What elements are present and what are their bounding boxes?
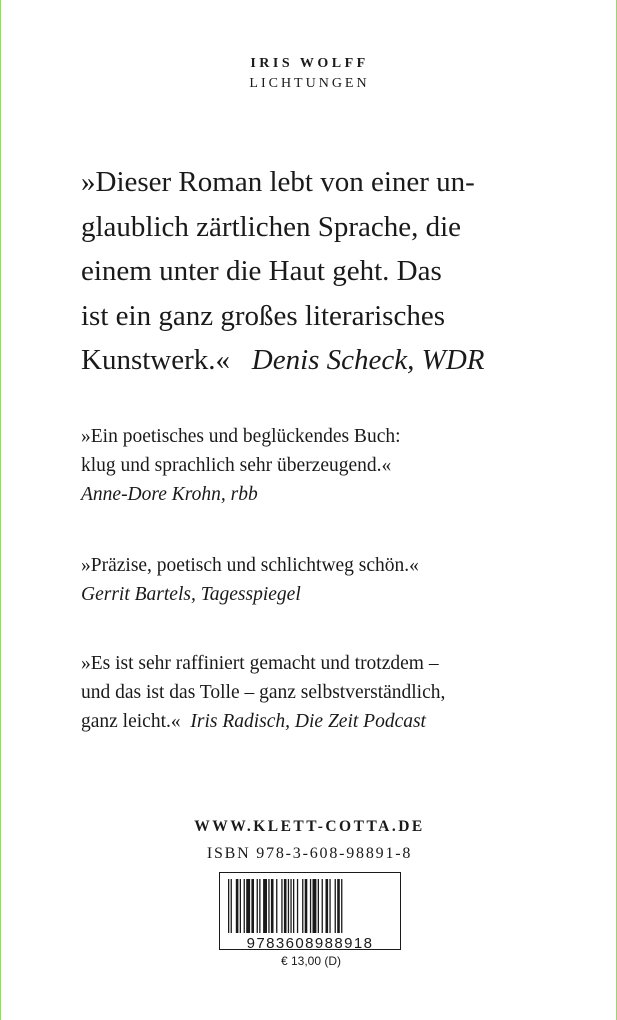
barcode-icon	[228, 879, 392, 933]
quote-attribution: Iris Radisch, Die Zeit Podcast	[190, 711, 426, 732]
quote-attribution: Anne-Dore Krohn, rbb	[81, 484, 258, 505]
quote-text: Kunstwerk.«	[81, 344, 231, 376]
quote-line: »Präzise, poetisch und schlichtweg schön.«	[81, 555, 419, 576]
quote-line: und das ist das Tolle – ganz selbstverständlich,	[81, 682, 446, 703]
barcode-digits: 9783608988918	[246, 935, 374, 952]
review-quote	[81, 422, 551, 509]
quote-attribution: Denis Scheck, WDR	[251, 344, 485, 376]
quote-text: ganz leicht.«	[81, 711, 181, 732]
main-quote	[81, 160, 551, 383]
quote-line: einem unter die Haut geht. Das	[81, 255, 442, 287]
publisher-website: WWW.KLETT-COTTA.DE	[194, 818, 425, 835]
review-quote	[81, 551, 551, 609]
author-name: IRIS WOLFF	[250, 56, 369, 71]
book-header	[1, 54, 617, 94]
quote-line: glaublich zärtlichen Sprache, die	[81, 210, 462, 243]
quote-attribution: Gerrit Bartels, Tagesspiegel	[81, 584, 301, 605]
quote-line: ist ein ganz großes literarisches	[81, 299, 445, 332]
quote-line: klug und sprachlich sehr überzeugend.«	[81, 455, 392, 476]
barcode-frame	[219, 872, 401, 950]
price-label: € 13,00 (D)	[280, 954, 342, 968]
review-quote	[81, 649, 551, 736]
quote-line	[81, 707, 551, 736]
publisher-footer	[1, 815, 617, 866]
book-title: LICHTUNGEN	[249, 76, 370, 91]
isbn-number: ISBN 978-3-608-98891-8	[206, 845, 413, 862]
quote-line: »Dieser Roman lebt von einer un-	[81, 166, 475, 198]
quote-line: »Ein poetisches und beglückendes Buch:	[81, 426, 401, 447]
quote-line: »Es ist sehr raffiniert gemacht und trotzdem –	[81, 653, 439, 674]
quote-line	[81, 338, 551, 383]
barcode-block	[211, 872, 411, 968]
